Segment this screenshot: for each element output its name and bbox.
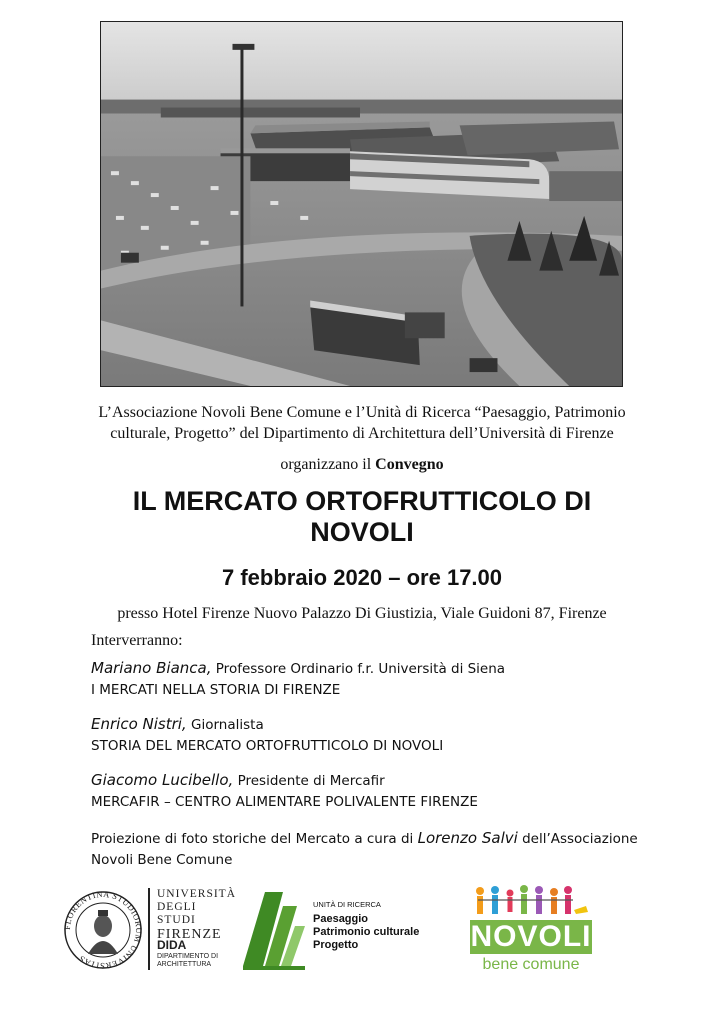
speaker-3-role: Presidente di Mercafir	[237, 773, 385, 789]
proiezione-author: Lorenzo Salvi	[417, 829, 518, 847]
event-date: 7 febbraio 2020 – ore 17.00	[221, 565, 503, 590]
unifi-line-2: DEGLI STUDI	[157, 901, 197, 926]
event-title-line-2: NOVOLI	[310, 517, 414, 547]
novoli-name: NOVOLI	[470, 920, 592, 953]
interverranno-label: Interverranno:	[91, 632, 183, 649]
organizzano-line	[0, 456, 724, 474]
organizzano-convegno: Convegno	[375, 456, 444, 473]
unifi-dept-line-2: ARCHITETTURA	[157, 961, 212, 968]
unifi-line-1: UNIVERSITÀ	[157, 888, 236, 900]
speaker-1-role: Professore Ordinario f.r. Università di Siena	[215, 661, 506, 677]
people-figures-icon	[468, 884, 594, 920]
event-title	[40, 486, 684, 548]
proiezione-suffix: dell’Associazione	[522, 831, 638, 847]
event-title-line-1: IL MERCATO ORTOFRUTTICOLO DI	[132, 486, 592, 516]
unifi-dida: DIDA	[157, 938, 187, 952]
speaker-3	[91, 770, 478, 813]
proiezione-line-2: Novoli Bene Comune	[91, 852, 233, 868]
novoli-bene-comune-logo	[468, 884, 594, 976]
unita-line-2: Patrimonio culturale	[313, 926, 420, 938]
unifi-seal-text: FLORENTINA STUDIORUM UNIVERSITAS	[62, 888, 144, 972]
intro-line-1: L’Associazione Novoli Bene Comune e l’Unità di Ricerca “Paesaggio, Patrimonio	[98, 404, 626, 421]
event-venue: presso Hotel Firenze Nuovo Palazzo Di Giustizia, Viale Guidoni 87, Firenze	[117, 605, 607, 622]
novoli-subtitle: bene comune	[482, 956, 580, 973]
speaker-3-topic: MERCAFIR – CENTRO ALIMENTARE POLIVALENTE FIRENZE	[91, 794, 478, 810]
speaker-1-name: Mariano Bianca,	[91, 659, 212, 677]
historic-market-photo	[100, 21, 623, 387]
speaker-2-role: Giornalista	[191, 717, 264, 733]
proiezione-paragraph	[91, 828, 691, 871]
unifi-divider	[148, 888, 150, 970]
unita-ricerca-icon	[243, 886, 309, 972]
speaker-1-topic: I MERCATI NELLA STORIA DI FIRENZE	[91, 682, 341, 698]
speaker-2-topic: STORIA DEL MERCATO ORTOFRUTTICOLO DI NOVOLI	[91, 738, 444, 754]
unifi-seal-icon	[62, 886, 144, 974]
speaker-3-name: Giacomo Lucibello,	[91, 771, 234, 789]
intro-line-2: culturale, Progetto” del Dipartimento di Architettura dell’Università di Firenze	[110, 425, 614, 442]
unita-label: UNITÀ DI RICERCA	[313, 900, 381, 909]
intro-paragraph	[40, 402, 684, 444]
speaker-1	[91, 658, 505, 701]
proiezione-prefix: Proiezione di foto storiche del Mercato a cura di	[91, 831, 414, 847]
unifi-line-3: FIRENZE	[157, 927, 222, 942]
organizzano-prefix: organizzano il	[280, 456, 372, 473]
speaker-2-name: Enrico Nistri,	[91, 715, 187, 733]
unita-line-1: Paesaggio	[313, 913, 369, 925]
unita-line-3: Progetto	[313, 939, 359, 951]
unita-ricerca-logo	[243, 886, 439, 974]
unifi-logo	[62, 886, 237, 974]
speaker-2	[91, 714, 443, 757]
unifi-dept-line-1: DIPARTIMENTO DI	[157, 953, 219, 960]
